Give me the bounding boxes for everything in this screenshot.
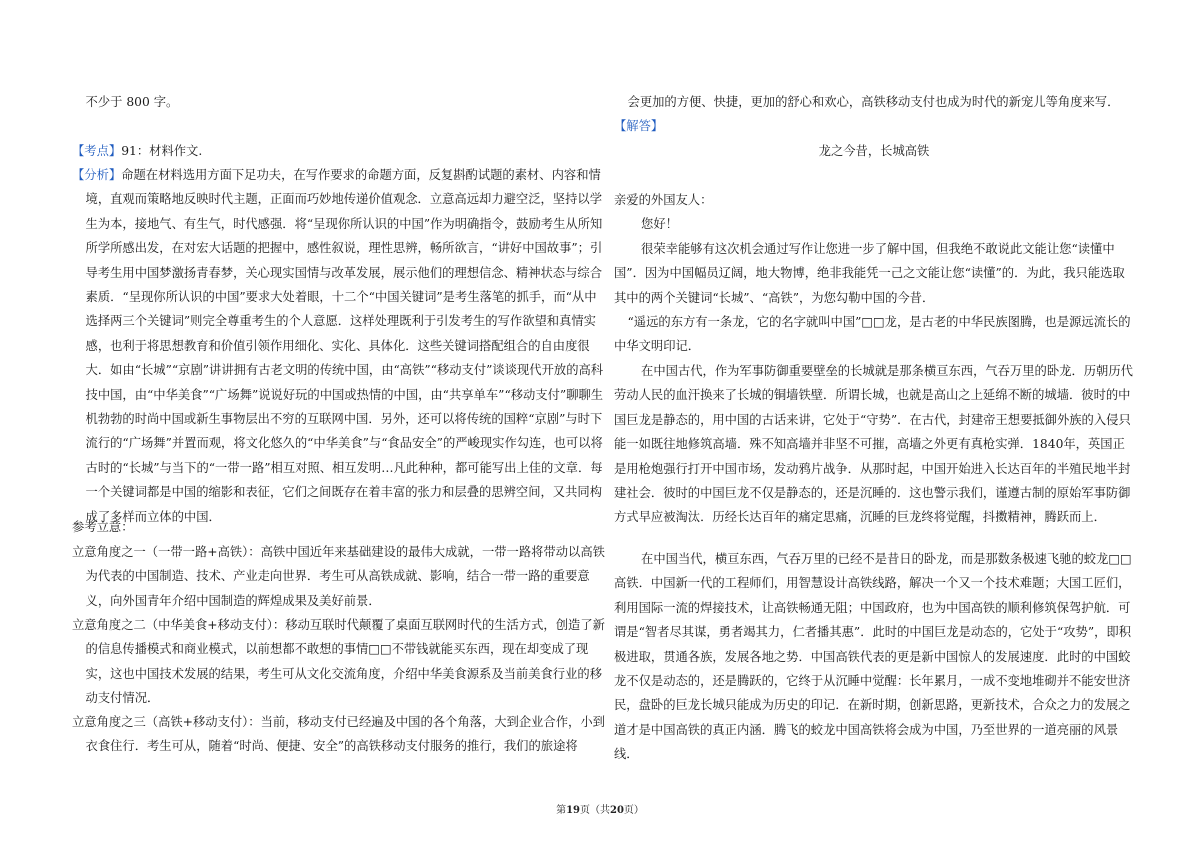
page-total: 20 — [610, 805, 624, 816]
essay-paragraph-1: 很荣幸能够有这次机会通过写作让您进一步了解中国，但我绝不敢说此文能让您“读懂中国”．因为中国幅员辽阔，地大物博，绝非我能凭一己之文能让您“读懂”的．为此，我只能选取其中的两个关键词“长城”、“高铁”，为您勾勒中国的今昔． — [614, 242, 1125, 305]
essay-paragraph-2: “遥远的东方有一条龙，它的名字就叫中国”□□龙，是古老的中华民族图腾，也是源远流长的中华文明印记． — [614, 315, 1131, 354]
fenxi-text: 命题在材料选用方面下足功夫，在写作要求的命题方面，反复斟酌试题的素材、内容和情境，直观而策略地反映时代主题，正面而巧妙地传递价值观念．立意高远却力避空泛，坚持以学生为本，接地气、有生气，时代感强．将“呈现你所认识的中国”作为明确指令，鼓励考生从所知所学所感出发，在对宏大话题的把握中，感性叙说，理性思辨，畅所欲言，“讲好中国故事”；引导考生用中国梦激扬青春梦，关心现实国情与改革发展，展示他们的理想信念、精神状态与综合素质．“呈现你所认识的中国”要求大处着眼，十二个“中国关键词”是考生落笔的抓手，而“从中选择两三个关键词”则完全尊重考生的个人意愿．这样处理既利于引发考生的写作欲望和真情实感，也利于将思想教育和价值引领作用细化、实化、具体化．这些关键词搭配组合的自由度很大．如由“长城”“京剧”讲讲拥有古老文明的传统中国，由“高铁”“移动支付”谈谈现代开放的高科技中国，由“中华美食”“广场舞”说说好玩的中国或热情的中国，由“共享单车”“移动支付”聊聊生机勃勃的时尚中国或新生事物层出不穷的互联网中国．另外，还可以将传统的国粹“京剧”与时下流行的“广场舞”并置而观，将文化悠久的“中华美食”与“食品安全”的严峻现实作勾连，也可以将古时的“长城”与当下的“一带一路”相互对照、相互发明…凡此种种，都可能写出上佳的文章．每一个关键词都是中国的缩影和表征，它们之间既存在着丰富的张力和层叠的思辨空间，又共同构成了多样而立体的中国． — [85, 168, 604, 524]
page-footer: 第19页（共20页） — [556, 805, 644, 816]
salutation: 亲爱的外国友人： — [614, 193, 713, 207]
word-count-requirement: 不少于 800 字。 — [85, 95, 179, 109]
essay-paragraph-4: 在中国当代，横亘东西，气吞万里的已经不是昔日的卧龙，而是那数条极速飞驰的蛟龙□□高铁．中国新一代的工程师们，用智慧设计高铁线路，解决一个又一个技术难题；大国工匠们，利用国际一流的焊接技术，让高铁畅通无阻；中国政府，也为中国高铁的顺利修筑保驾护航．可谓是“智者尽其谋，勇者竭其力，仁者播其惠”．此时的中国巨龙是动态的，它处于“攻势”，即积极进取，贯通各族，发展各地之势．中国高铁代表的更是新中国惊人的发展速度．此时的中国蛟龙不仅是动态的，还是腾跃的，它终于从沉睡中觉醒：长年累月，一成不变地堆砌并不能安世济民，盘卧的巨龙长城只能成为历史的印记．在新时期，创新思路，更新技术，合众之力的发展之道才是中国高铁的真正内涵．腾飞的蛟龙中国高铁将会成为中国，乃至世界的一道亮丽的风景线． — [614, 552, 1132, 762]
kaodian-section — [72, 139, 592, 163]
kaodian-text: 91：材料作文. — [121, 144, 203, 158]
analysis-continuation: 会更加的方便、快捷，更加的舒心和欢心，高铁移动支付也成为时代的新宠儿等角度来写． — [627, 95, 1120, 109]
essay-paragraph-3: 在中国古代，作为军事防御重要壁垒的长城就是那条横亘东西，气吞万里的卧龙．历朝历代劳动人民的血汗换来了长城的铜墙铁壁．所谓长城，也就是高山之上延绵不断的城墙．彼时的中国巨龙是静态的，用中国的古话来讲，它处于“守势”．在古代，封建帝王想要抵御外族的入侵只能一如既往地修筑高墙．殊不知高墙并非坚不可摧，高墙之外更有真枪实弹．1840年，英国正是用枪炮强行打开中国市场，发动鸦片战争．从那时起，中国开始进入长达百年的半殖民地半封建社会．彼时的中国巨龙不仅是静态的，还是沉睡的．这也警示我们，谨遵古制的原始军事防御方式早应被淘汰．历经长达百年的痛定思痛，沉睡的巨龙终将觉醒，抖擞精神，腾跃而上． — [614, 364, 1133, 525]
angle-three: 立意角度之三（高铁+移动支付）：当前，移动支付已经遍及中国的各个角落，大到企业合作，小到衣食住行．考生可从，随着“时尚、便捷、安全”的高铁移动支付服务的推行，我们的旅途将 — [72, 715, 605, 754]
jieda-tag: 【解答】 — [614, 119, 664, 133]
angle-two: 立意角度之二（中华美食+移动支付）：移动互联时代颠覆了桌面互联网时代的生活方式，创造了新的信息传播模式和商业模式，以前想都不敢想的事情□□不带钱就能买东西，现在却变成了现实，这也中国技术发展的结果，考生可从文化交流角度，介绍中华美食源系及当前美食行业的移动支付情况． — [72, 618, 605, 706]
reference-heading: 参考立意： — [72, 520, 134, 534]
page-number: 19 — [566, 805, 580, 816]
fenxi-tag: 【分析】 — [72, 168, 122, 182]
essay-title: 龙之今昔，长城高铁 — [818, 144, 930, 158]
angle-one: 立意角度之一（一带一路+高铁）：高铁中国近年来基础建设的最伟大成就，一带一路将带动以高铁为代表的中国制造、技术、产业走向世界．考生可从高铁成就、影响，结合一带一路的重要意义，向外国青年介绍中国制造的辉煌成果及美好前景． — [72, 545, 605, 608]
fenxi-section — [72, 163, 606, 529]
greeting: 您好！ — [641, 217, 678, 231]
kaodian-tag: 【考点】 — [72, 144, 122, 158]
